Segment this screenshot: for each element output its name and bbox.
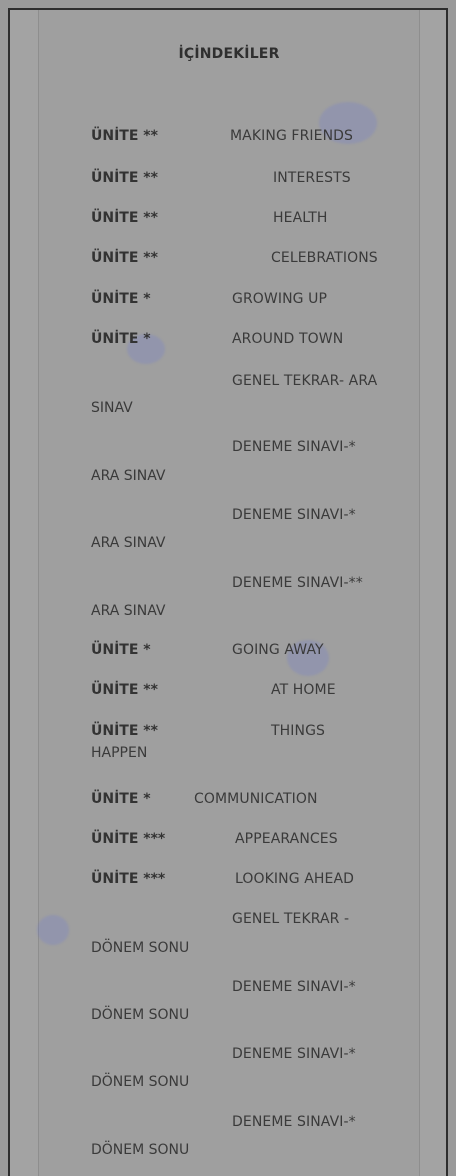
unit-label: ÜNİTE ** (91, 128, 158, 144)
topic-label: HEALTH (273, 210, 328, 226)
topic-label: THINGS (271, 723, 326, 739)
topic-label: LOOKING AHEAD (235, 871, 355, 887)
toc-row (39, 911, 419, 937)
toc-row (39, 170, 419, 196)
unit-label: ÜNİTE ** (91, 210, 158, 226)
toc-row (39, 331, 419, 357)
topic-continuation: DÖNEM SONU (91, 1142, 190, 1158)
toc-row (39, 507, 419, 533)
topic-label: COMMUNICATION (194, 791, 318, 807)
toc-row (39, 210, 419, 236)
unit-label: ÜNİTE ** (91, 170, 158, 186)
topic-label: GENEL TEKRAR- ARA (232, 373, 378, 389)
toc-row (39, 642, 419, 668)
unit-label: ÜNİTE * (91, 791, 151, 807)
topic-continuation: ARA SINAV (91, 535, 166, 551)
topic-continuation: HAPPEN (91, 745, 148, 761)
toc-row-continuation (39, 400, 419, 426)
topic-label: APPEARANCES (235, 831, 338, 847)
toc-row-continuation (39, 535, 419, 561)
toc-row-continuation (39, 745, 419, 771)
topic-label: DENEME SINAVI-* (232, 1114, 356, 1130)
topic-label: DENEME SINAVI-* (232, 979, 356, 995)
toc-row-continuation (39, 468, 419, 494)
unit-label: ÜNİTE ** (91, 723, 158, 739)
toc-row (39, 291, 419, 317)
toc-row (39, 575, 419, 601)
unit-label: ÜNİTE * (91, 642, 151, 658)
toc-row (39, 1046, 419, 1072)
topic-continuation: DÖNEM SONU (91, 940, 190, 956)
topic-label: DENEME SINAVI-* (232, 439, 356, 455)
topic-label: DENEME SINAVI-** (232, 575, 363, 591)
topic-continuation: ARA SINAV (91, 468, 166, 484)
topic-label: DENEME SINAVI-* (232, 1046, 356, 1062)
topic-continuation: DÖNEM SONU (91, 1007, 190, 1023)
toc-row (39, 439, 419, 465)
unit-label: ÜNİTE * (91, 291, 151, 307)
unit-label: ÜNİTE *** (91, 831, 166, 847)
toc-row-continuation (39, 1142, 419, 1168)
topic-continuation: DÖNEM SONU (91, 1074, 190, 1090)
toc-row (39, 250, 419, 276)
toc-row (39, 373, 419, 399)
toc-row (39, 791, 419, 817)
toc-row (39, 128, 419, 154)
unit-label: ÜNİTE ** (91, 250, 158, 266)
document-frame (8, 8, 448, 1176)
topic-label: AROUND TOWN (232, 331, 344, 347)
topic-label: GENEL TEKRAR - (232, 911, 350, 927)
toc-row (39, 831, 419, 857)
toc-panel (38, 10, 420, 1176)
topic-label: AT HOME (271, 682, 336, 698)
topic-label: GOING AWAY (232, 642, 324, 658)
toc-row-continuation (39, 940, 419, 966)
unit-label: ÜNİTE * (91, 331, 151, 347)
topic-label: GROWING UP (232, 291, 328, 307)
topic-label: DENEME SINAVI-* (232, 507, 356, 523)
toc-row-continuation (39, 1074, 419, 1100)
toc-row (39, 979, 419, 1005)
page-title: İÇİNDEKİLER (178, 46, 280, 62)
topic-label: CELEBRATIONS (271, 250, 378, 266)
toc-row-continuation (39, 1007, 419, 1033)
topic-continuation: ARA SINAV (91, 603, 166, 619)
topic-label: MAKING FRIENDS (230, 128, 354, 144)
toc-row (39, 1114, 419, 1140)
toc-row (39, 871, 419, 897)
toc-row (39, 682, 419, 708)
topic-continuation: SINAV (91, 400, 133, 416)
toc-row-continuation (39, 603, 419, 629)
unit-label: ÜNİTE *** (91, 871, 166, 887)
unit-label: ÜNİTE ** (91, 682, 158, 698)
topic-label: INTERESTS (273, 170, 351, 186)
